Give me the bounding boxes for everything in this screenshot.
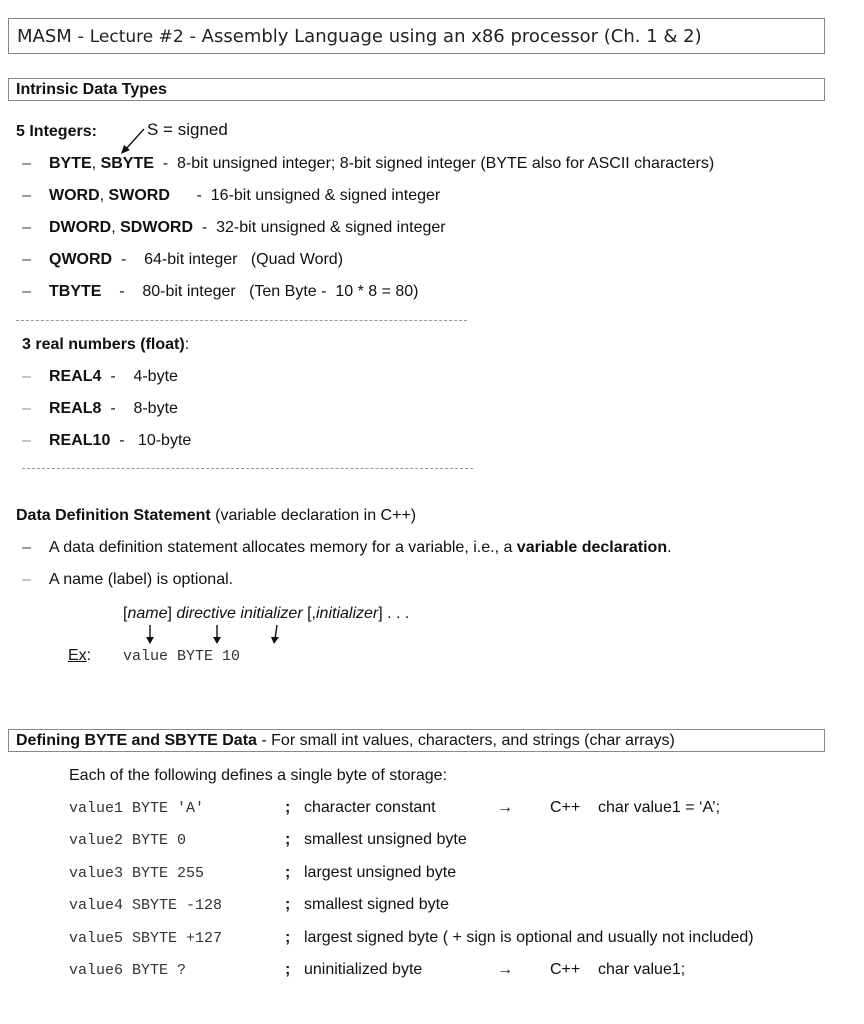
signed-type-name: SDWORD — [120, 219, 193, 236]
code-text: value3 BYTE 255 — [69, 865, 205, 882]
lecture-title — [17, 26, 702, 47]
intrinsic-header-box — [8, 78, 825, 101]
type-name: REAL10 — [49, 432, 111, 449]
integer-row: – BYTE, SBYTE - 8-bit unsigned integer; 8-bit signed integer (BYTE also for ASCII characters) — [22, 155, 715, 172]
arrow-right-icon: → — [497, 799, 513, 816]
lecture-title-box — [8, 18, 825, 54]
type-desc: - 10-byte — [110, 432, 192, 449]
bullet-dash: – — [22, 155, 31, 172]
type-name: QWORD — [49, 251, 113, 268]
code-text: value1 BYTE 'A' — [69, 800, 205, 817]
type-name: REAL8 — [49, 400, 102, 417]
type-name: BYTE — [49, 155, 92, 172]
signed-type-name: SBYTE — [100, 155, 154, 172]
data-def-label: Data Definition Statement (variable declaration in C++) — [16, 507, 417, 524]
type-desc: - 80-bit integer (Ten Byte - 10 * 8 = 80) — [101, 283, 419, 300]
comment-semicolon: ; — [285, 864, 291, 881]
title-main: Assembly Language using an x86 processor (Ch. 1 & 2) — [201, 26, 702, 47]
comment-semicolon: ; — [285, 929, 291, 946]
comment-text: character constant — [304, 799, 436, 816]
comment-semicolon: ; — [285, 961, 291, 978]
signed-type-name: SWORD — [108, 187, 170, 204]
integer-row: – DWORD, SDWORD - 32-bit unsigned & signed integer — [22, 219, 446, 236]
bullet-dash: – — [22, 283, 31, 300]
comment-text: largest signed byte ( + sign is optional and usually not included) — [304, 929, 754, 946]
code-text: value6 BYTE ? — [69, 962, 187, 979]
comment-text: uninitialized byte — [304, 961, 423, 978]
type-name: DWORD — [49, 219, 112, 236]
type-name: WORD — [49, 187, 100, 204]
cpp-equivalent: C++ char value1 = ‘A’; — [550, 799, 721, 816]
byte-def-intro: Each of the following defines a single byte of storage: — [69, 767, 448, 784]
syntax-arrows-icon — [140, 624, 290, 646]
real-row — [22, 400, 178, 418]
type-desc: - 4-byte — [101, 368, 178, 385]
title-prefix: MASM - — [17, 26, 90, 47]
bullet-dash: – — [22, 187, 31, 204]
byte-def-header-box — [8, 729, 825, 752]
integer-row: – WORD, SWORD - 16-bit unsigned & signed integer — [22, 187, 441, 204]
bullet-dash: – — [22, 219, 31, 236]
bullet-dash: – — [22, 251, 31, 268]
comment-semicolon: ; — [285, 831, 291, 848]
title-sep: - — [183, 26, 202, 47]
type-desc: - 8-byte — [101, 400, 178, 417]
code-text: value2 BYTE 0 — [69, 832, 187, 849]
title-lecture: Lecture #2 — [89, 27, 184, 47]
integer-row — [22, 251, 344, 269]
data-def-bullet-2: – A name (label) is optional. — [22, 571, 234, 588]
type-desc: - 64-bit integer (Quad Word) — [112, 251, 344, 268]
signed-note: S = signed — [147, 120, 228, 139]
type-name: REAL4 — [49, 368, 102, 385]
real-label: 3 real numbers (float): — [22, 336, 190, 353]
type-desc: - 32-bit unsigned & signed integer — [193, 219, 446, 236]
divider-2 — [22, 468, 473, 469]
intrinsic-header: Intrinsic Data Types — [16, 81, 167, 98]
comment-text: largest unsigned byte — [304, 864, 457, 881]
real-row — [22, 368, 178, 386]
type-desc: - 16-bit unsigned & signed integer — [169, 187, 441, 204]
comment-semicolon: ; — [285, 896, 291, 913]
comment-text: smallest unsigned byte — [304, 831, 467, 848]
data-def-bullet-1: – A data definition statement allocates memory for a variable, i.e., a variable declaration. — [22, 539, 672, 556]
cpp-equivalent: C++ char value1; — [550, 961, 686, 978]
comment-text: smallest signed byte — [304, 896, 449, 913]
type-desc: - 8-bit unsigned integer; 8-bit signed integer (BYTE also for ASCII characters) — [153, 155, 715, 172]
bullet-dash: – — [22, 432, 31, 449]
bullet-dash: – — [22, 400, 31, 417]
type-name: TBYTE — [49, 283, 102, 300]
code-text: value5 SBYTE +127 — [69, 930, 223, 947]
divider-1 — [16, 320, 467, 321]
bullet-dash: – — [22, 368, 31, 385]
signed-arrow-icon — [118, 126, 150, 156]
syntax-line: [name] directive initializer [,initializer] . . . — [123, 605, 410, 622]
code-text: value4 SBYTE -128 — [69, 897, 223, 914]
example-code: value BYTE 10 — [123, 648, 241, 665]
example-label: Ex: — [68, 647, 92, 664]
byte-def-header: Defining BYTE and SBYTE Data - For small int values, characters, and strings (char arrays) — [16, 732, 675, 749]
arrow-right-icon: → — [497, 961, 513, 978]
integers-label: 5 Integers: — [16, 123, 97, 140]
comment-semicolon: ; — [285, 799, 291, 816]
integer-row — [22, 283, 419, 301]
real-row — [22, 432, 192, 450]
